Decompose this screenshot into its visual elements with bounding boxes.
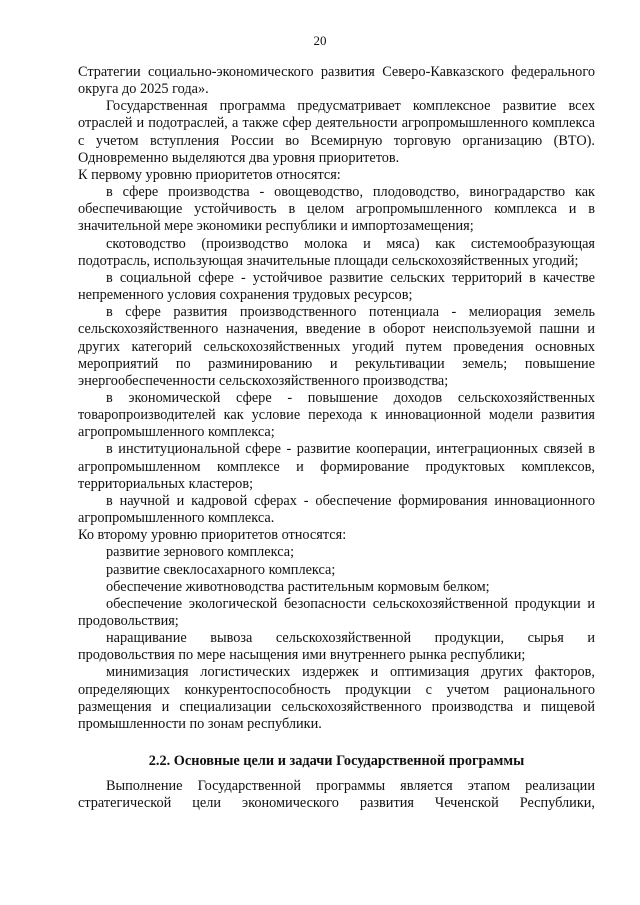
- paragraph-second-level-heading: Ко второму уровню приоритетов относятся:: [78, 527, 347, 544]
- paragraph-feed-protein: обеспечение животноводства растительным кормовым белком;: [106, 578, 490, 595]
- paragraph-social-sphere: в социальной сфере - устойчивое развитие сельских территорий в качестве непременного условия сохранения трудовых ресурсов;: [78, 269, 595, 304]
- paragraph-production-priority: в сфере производства - овощеводство, плодоводство, виноградарство как обеспечивающие устойчивость в целом агропромышленного комплекса и в значительной мере экономики республики и импортозамещения;: [78, 184, 595, 235]
- paragraph-logistics-optimization: минимизация логистических издержек и оптимизация других факторов, определяющих конкурентоспособность продукции с учетом рационального размещения и специализации сельскохозяйственного производства и пищевой промышленности по зонам республики.: [78, 664, 595, 732]
- paragraph-economic-sphere: в экономической сфере - повышение доходов сельскохозяйственных товаропроизводителей как условие перехода к инновационной модели развития агропромышленного комплекса;: [78, 389, 595, 441]
- paragraph-ecological-safety: обеспечение экологической безопасности сельскохозяйственной продукции и продовольствия;: [78, 595, 595, 629]
- paragraph-cattle-breeding: скотоводство (производство молока и мяса) как системообразующая подотрасль, использующая значительные площади сельскохозяйственных угодий;: [78, 235, 595, 269]
- page-number: 20: [313, 33, 327, 48]
- paragraph-grain-complex: развитие зернового комплекса;: [106, 544, 295, 561]
- paragraph-program-overview: Государственная программа предусматривает комплексное развитие всех отраслей и подотраслей, а также сфер деятельности агропромышленного комплекса с учетом вступления России во Всемирную торговую организацию (ВТО). Одновременно выделяются два уровня приоритетов.: [78, 98, 595, 166]
- document-body: [78, 64, 595, 812]
- paragraph-sugar-beet-complex: развитие свеклосахарного комплекса;: [106, 561, 336, 578]
- paragraph-strategy-continuation: Стратегии социально-экономического развития Северо-Кавказского федерального округа до 2025 года».: [78, 64, 595, 98]
- section-heading: 2.2. Основные цели и задачи Государственной программы: [148, 753, 525, 770]
- paragraph-first-level-heading: К первому уровню приоритетов относятся:: [78, 166, 341, 183]
- paragraph-export-growth: наращивание вывоза сельскохозяйственной продукции, сырья и продовольствия по мере насыщения ими внутреннего рынка республики;: [78, 630, 595, 664]
- paragraph-production-potential: в сфере развития производственного потенциала - мелиорация земель сельскохозяйственного назначения, введение в оборот неиспользуемой пашни и других категорий сельскохозяйственных угодий путем проведения основных мероприятий по разминированию и рекультивации земель; повышение энергообеспеченности сельскохозяйственного производства;: [78, 304, 595, 389]
- paragraph-scientific-sphere: в научной и кадровой сферах - обеспечение формирования инновационного агропромышленного комплекса.: [78, 492, 595, 527]
- paragraph-institutional-sphere: в институциональной сфере - развитие кооперации, интеграционных связей в агропромышленном комплексе и формирование продуктовых комплексов, территориальных кластеров;: [78, 441, 595, 492]
- section-intro-paragraph: Выполнение Государственной программы является этапом реализации стратегической цели экономического развития Чеченской Республики,: [78, 778, 595, 812]
